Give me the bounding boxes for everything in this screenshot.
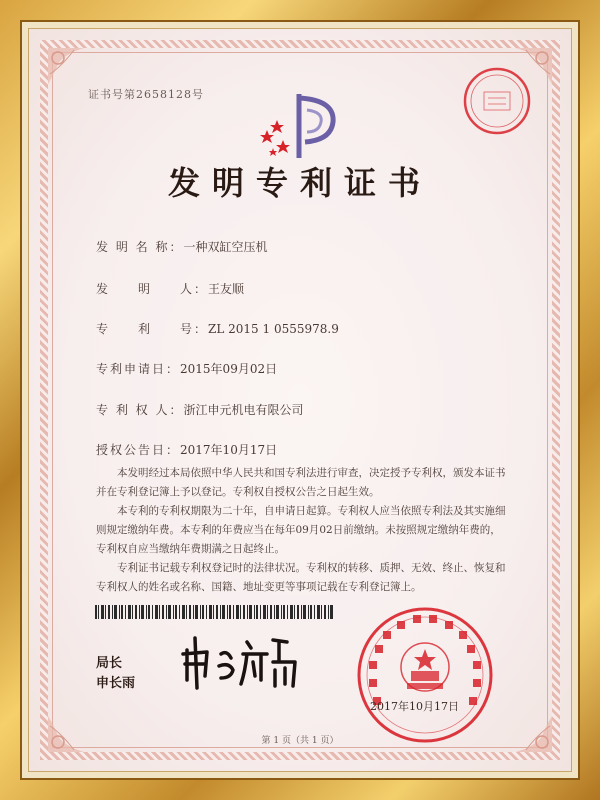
- invention-name-value: 一种双缸空压机: [183, 240, 268, 254]
- page-number: 第 1 页（共 1 页）: [261, 736, 339, 746]
- body-paragraph-3: 专利证书记载专利权登记时的法律状况。专利权的转移、质押、无效、终止、恢复和专利权人的姓名或名称、国籍、地址变更等事项记载在专利登记簿上。: [96, 562, 506, 593]
- corner-ornament: [496, 696, 556, 756]
- main-official-seal: [355, 605, 495, 745]
- grant-date-label: 授权公告日：: [96, 443, 181, 457]
- certificate-number: 证书号第2658128号: [88, 88, 204, 101]
- grant-date-value: 2017年10月17日: [180, 443, 278, 457]
- certificate-body: [96, 464, 508, 597]
- inventor-row: [96, 280, 244, 297]
- seal-date: 2017年10月17日: [370, 700, 459, 713]
- patent-office-logo: [255, 90, 345, 162]
- grant-date-row: [96, 441, 277, 458]
- invention-name-row: [96, 238, 267, 255]
- patentee-value: 浙江申元机电有限公司: [183, 403, 304, 417]
- corner-ornament: [44, 696, 104, 756]
- filing-date-value: 2015年09月02日: [180, 362, 278, 376]
- signer-name: 申长雨: [96, 676, 136, 691]
- body-paragraph-1: 本发明经过本局依照中华人民共和国专利法进行审查，决定授予专利权，颁发本证书并在专利登记簿上予以登记。专利权自授权公告之日起生效。: [96, 467, 506, 498]
- filing-date-label: 专利申请日：: [96, 362, 181, 376]
- barcode: [95, 605, 335, 619]
- body-paragraph-2: 本专利的专利权期限为二十年，自申请日起算。专利权人应当依照专利法及其实施细则规定缴纳年费。本专利的年费应当在每年09月02日前缴纳。未按照规定缴纳年费的，专利权自应当缴纳年费期满之日起终止。: [96, 505, 506, 555]
- signer-title: 局长: [96, 656, 123, 671]
- patent-number-value: ZL 2015 1 0555978.9: [208, 322, 339, 336]
- inventor-value: 王友顺: [208, 282, 245, 296]
- inventor-label: 发 明 人：: [96, 282, 209, 296]
- filing-date-row: [96, 360, 277, 377]
- patent-number-label: 专 利 号：: [96, 322, 209, 336]
- invention-name-label: 发 明 名 称：: [96, 240, 184, 254]
- patentee-row: [96, 401, 303, 418]
- top-official-seal: [462, 66, 532, 136]
- certificate-title: 发明专利证书: [167, 164, 432, 202]
- patent-number-row: [96, 320, 339, 337]
- handwritten-signature: [175, 632, 305, 692]
- patentee-label: 专 利 权 人：: [96, 403, 184, 417]
